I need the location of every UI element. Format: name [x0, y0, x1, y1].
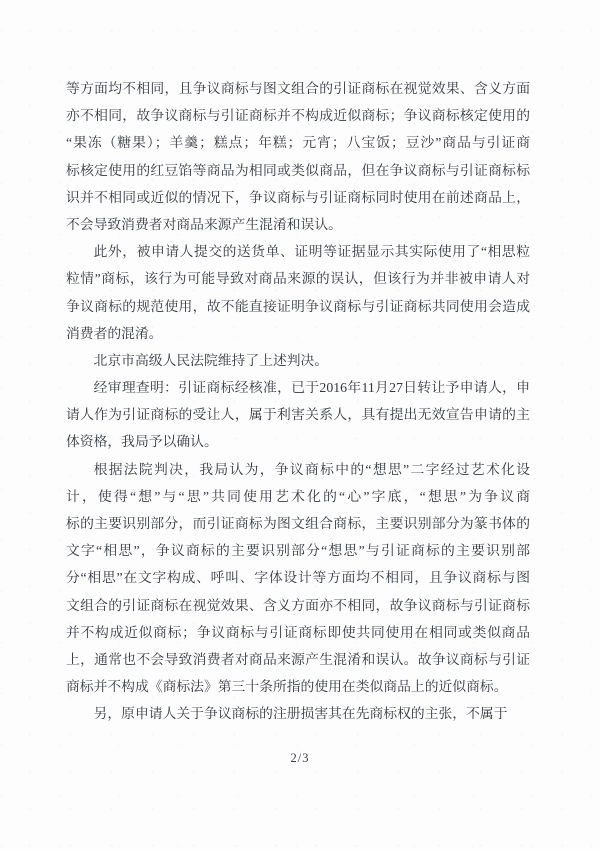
- paragraph: [66, 374, 530, 456]
- text-line: 争议商标的规范使用，故不能直接证明争议商标与引证商标共同使用会造成: [66, 298, 530, 314]
- page-footer: [0, 746, 600, 770]
- text-line: 分“相思”在文字构成、呼叫、字体设计等方面均不相同，且争议商标与图: [66, 570, 530, 586]
- text-line: 亦不相同，故争议商标与引证商标并不构成近似商标；争议商标核定使用的: [66, 108, 530, 124]
- text-line: 等方面均不相同，且争议商标与图文组合的引证商标在视觉效果、含义方面: [66, 81, 530, 96]
- text-line: 上，通常也不会导致消费者对商品来源产生混淆和误认。故争议商标与引证: [66, 651, 530, 667]
- text-line: 标的主要识别部分，而引证商标为图文组合商标，主要识别部分为篆书体的: [66, 516, 530, 531]
- paragraph: [66, 456, 530, 701]
- text-line: 北京市高级人民法院维持了上述判决。: [93, 352, 329, 368]
- paragraph: [66, 347, 530, 374]
- paragraph: [66, 700, 530, 727]
- text-line: 此外，被申请人提交的送货单、证明等证据显示其实际使用了“相思粒: [93, 244, 530, 260]
- text-line: 文字“相思”，争议商标的主要识别部分“想思”与引证商标的主要识别部: [66, 543, 530, 559]
- text-line: 根据法院判决，我局认为，争议商标中的“想思”二字经过艺术化设: [93, 461, 530, 477]
- text-line: 标核定使用的红豆馅等商品为相同或类似商品，但在争议商标与引证商标标: [66, 162, 530, 178]
- document-body: [66, 75, 530, 728]
- text-line: 计，使得“想”与“思”共同使用艺术化的“心”字底，“想思”为争议商: [66, 488, 530, 504]
- text-line: 经审理查明：引证商标经核准，已于2016年11月27日转让予申请人，申: [93, 380, 530, 396]
- text-line: 另，原申请人关于争议商标的注册损害其在先商标权的主张，不属于: [93, 706, 508, 722]
- text-line: 消费者的混淆。: [66, 325, 163, 341]
- text-line: 请人作为引证商标的受让人，属于利害关系人，具有提出无效宣告申请的主: [66, 407, 530, 423]
- text-line: “果冻（糖果）；羊羹；糕点；年糕；元宵；八宝饭；豆沙”商品与引证商: [66, 135, 530, 151]
- text-line: 商标并不构成《商标法》第三十条所指的使用在类似商品上的近似商标。: [66, 679, 508, 695]
- text-line: 粒情”商标，该行为可能导致对商品来源的误认，但该行为并非被申请人对: [66, 271, 530, 287]
- text-line: 文组合的引证商标在视觉效果、含义方面亦不相同，故争议商标与引证商标: [66, 597, 530, 613]
- text-line: 体资格，我局予以确认。: [66, 434, 218, 450]
- paragraph: [66, 238, 530, 347]
- page-number: 2/3: [290, 751, 310, 765]
- text-line: 识并不相同或近似的情况下，争议商标与引证商标同时使用在前述商品上，: [66, 189, 530, 205]
- text-line: 并不构成近似商标；争议商标与引证商标即使共同使用在相同或类似商品: [66, 624, 530, 640]
- paragraph: [66, 75, 530, 238]
- text-line: 不会导致消费者对商品来源产生混淆和误认。: [66, 216, 342, 232]
